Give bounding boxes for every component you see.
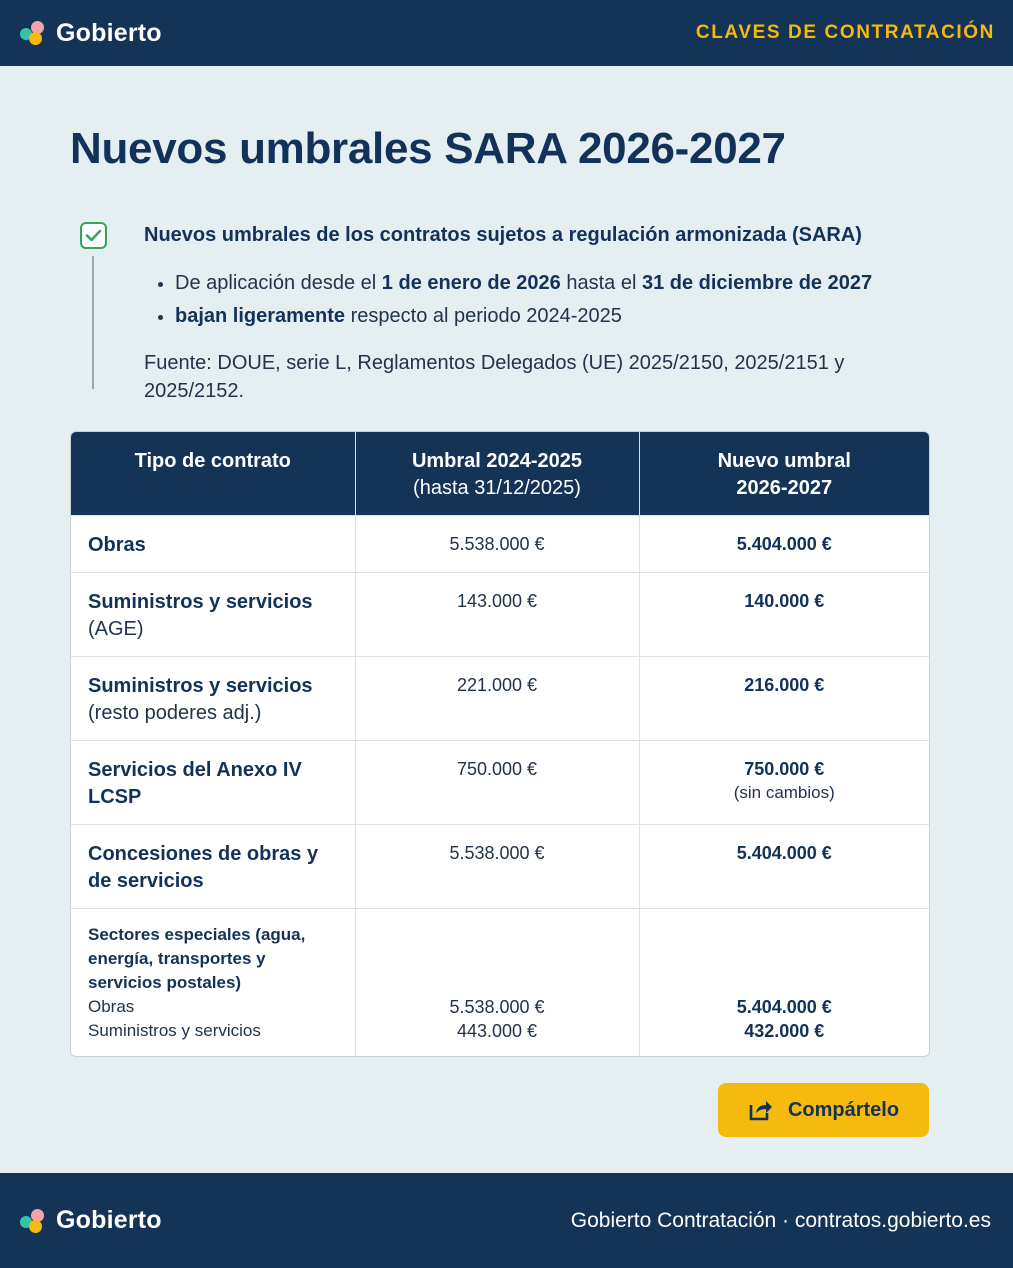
table-row-special-sectors — [71, 908, 929, 1056]
bullet-item: De aplicación desde el 1 de enero de 2026 hasta el 31 de diciembre de 2027 — [158, 267, 964, 300]
contract-type-cell: Servicios del Anexo IV LCSP — [71, 740, 355, 824]
section-tag: CLAVES DE CONTRATACIÓN — [695, 22, 995, 43]
share-button-label: Compártelo — [787, 1098, 900, 1121]
footer-text: Gobierto Contratación · contratos.gobierto.es — [570, 1208, 991, 1232]
new-threshold-cell: 750.000 € (sin cambios) — [639, 740, 929, 824]
new-threshold-cell: 5.404.000 € — [639, 515, 929, 572]
thresholds-table — [70, 431, 930, 1057]
table-header-row — [71, 432, 929, 515]
old-threshold-cell: 221.000 € — [355, 656, 639, 740]
gobierto-logo-icon — [20, 20, 46, 46]
special-sub-supplies: Suministros y servicios — [88, 1020, 261, 1040]
column-header-type: Tipo de contrato — [71, 432, 355, 515]
contract-type-cell: Suministros y servicios (resto poderes adj.) — [71, 656, 355, 740]
contract-type-cell: Obras — [71, 515, 355, 572]
old-threshold-cell: 750.000 € — [355, 740, 639, 824]
contract-type-cell: Sectores especiales (agua, energía, transportes y servicios postales) Obras Suministros y servicios — [71, 908, 355, 1056]
table-row — [71, 572, 929, 656]
no-change-note: (sin cambios) — [733, 782, 835, 802]
checkbox-check-icon — [80, 222, 107, 249]
contract-type-cell: Concesiones de obras y de servicios — [71, 824, 355, 908]
top-bar — [0, 0, 1013, 66]
intro-block — [144, 224, 964, 405]
old-threshold-cell: 5.538.000 € — [355, 515, 639, 572]
old-threshold-cell: 143.000 € — [355, 572, 639, 656]
old-threshold-cell: 5.538.000 € 443.000 € — [355, 908, 639, 1056]
brand-name: Gobierto — [56, 18, 162, 47]
footer — [0, 1173, 1013, 1268]
brand-logo-link[interactable] — [20, 19, 162, 48]
footer-brand-name: Gobierto — [56, 1206, 162, 1234]
column-header-new: Nuevo umbral 2026-2027 — [639, 432, 929, 515]
column-header-old: Umbral 2024-2025 (hasta 31/12/2025) — [355, 432, 639, 515]
gobierto-logo-icon — [20, 1208, 46, 1234]
source-note: Fuente: DOUE, serie L, Reglamentos Delegados (UE) 2025/2150, 2025/2151 y 2025/2152. — [144, 352, 845, 402]
table-row — [71, 515, 929, 572]
intro-bullets — [158, 267, 964, 333]
intro-heading: Nuevos umbrales de los contratos sujetos a regulación armonizada (SARA) — [144, 224, 862, 246]
table-row — [71, 740, 929, 824]
new-threshold-cell: 5.404.000 € 432.000 € — [639, 908, 929, 1056]
bullet-item: bajan ligeramente respecto al periodo 2024-2025 — [158, 300, 964, 333]
footer-brand-link[interactable] — [20, 1206, 162, 1235]
share-button[interactable] — [718, 1083, 929, 1137]
table-row — [71, 824, 929, 908]
table-row — [71, 656, 929, 740]
intro-divider-line — [92, 256, 94, 389]
share-icon — [748, 1098, 774, 1122]
page-title: Nuevos umbrales SARA 2026-2027 — [70, 124, 786, 173]
new-threshold-cell: 216.000 € — [639, 656, 929, 740]
old-threshold-cell: 5.538.000 € — [355, 824, 639, 908]
contract-type-cell: Suministros y servicios (AGE) — [71, 572, 355, 656]
new-threshold-cell: 140.000 € — [639, 572, 929, 656]
new-threshold-cell: 5.404.000 € — [639, 824, 929, 908]
special-sub-works: Obras — [88, 996, 135, 1016]
